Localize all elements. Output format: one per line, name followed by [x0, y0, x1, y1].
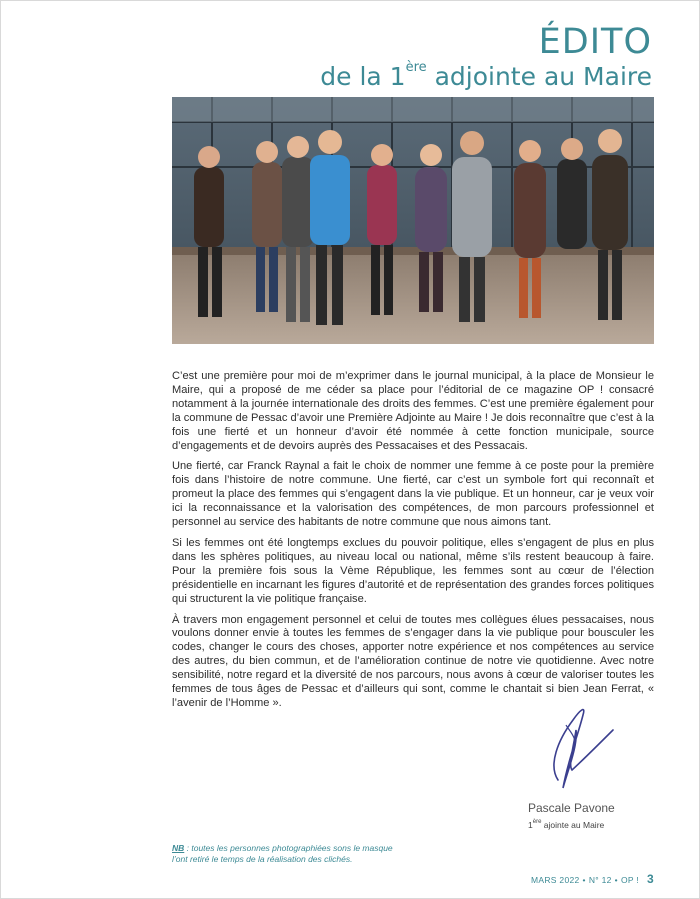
page-subtitle	[320, 62, 652, 91]
note-line-2: l’ont retiré le temps de la réalisation des clichés.	[172, 854, 353, 864]
role-text: ajointe au Maire	[541, 820, 605, 830]
role-superscript: ère	[532, 819, 542, 825]
footer-issue-number: N° 12	[588, 875, 612, 885]
paragraph-4: À travers mon engagement personnel et celui de toutes mes collègues élues pessacaises, nous voulons donner envie à toutes les femmes de s’engager dans la vie publique pour bousculer les codes, changer le cours des choses, apporter notre expérience et nos compétences au service des autres, du bien commun, et de l’amélioration continue de notre vie quotidienne. Avec notre sensibilité, notre regard et la diversité de nos parcours, nous avons à cœur de valoriser toutes les femmes de tous âges de Pessac et d’ailleurs qui sont, comme le chantait si bien Jean Ferrat, « l’avenir de l’Homme ».	[172, 613, 654, 709]
page-number: 3	[647, 872, 654, 886]
role-number: 1	[528, 820, 533, 830]
handwritten-signature	[528, 700, 618, 795]
note-line-1: : toutes les personnes photographiées sons le masque	[184, 843, 393, 853]
page-footer: MARS 2022 • N° 12 • OP ! 3	[531, 872, 654, 886]
page-title: ÉDITO	[538, 22, 652, 62]
paragraph-2: Une fierté, car Franck Raynal a fait le choix de nommer une femme à ce poste pour la première fois dans l’histoire de notre commune. Une fierté, car c’est un symbole fort qui reconnaît et promeut la place des femmes qui s’engagent dans la vie publique. Et un honneur, car je veux voir ici la reconnaissance et la valorisation des compétences, de mon parcours professionnel et personnel au service des habitants de notre commune que nous aimons tant.	[172, 460, 654, 529]
group-photo	[172, 97, 654, 344]
note-label: NB	[172, 843, 185, 853]
footer-issue-date: MARS 2022	[531, 875, 580, 885]
editorial-body	[172, 370, 654, 718]
subtitle-text-end: adjointe au Maire	[426, 62, 652, 91]
photo-note	[172, 843, 393, 865]
signatory-role	[528, 820, 604, 830]
paragraph-1: C’est une première pour moi de m’exprimer dans le journal municipal, à la place de Monsieur le Maire, qui a proposé de me céder sa place pour l’éditorial de ce magazine OP ! consacré notamment à la journée internationale des droits des femmes. C’est une première également pour la commune de Pessac d’avoir une Première Adjointe au Maire ! Je dois reconnaître que c’est à la fois une fierté et un honneur d’avoir été nommée à cette fonction municipale, source d’engagements et de devoirs auprès des Pessacaises et des Pessacais.	[172, 370, 654, 452]
signatory-name: Pascale Pavone	[528, 801, 615, 815]
subtitle-superscript: ère	[405, 60, 427, 75]
paragraph-3: Si les femmes ont été longtemps exclues du pouvoir politique, elles s’engagent de plus en plus dans les sphères politiques, au niveau local ou national, même s’ils restent beaucoup à faire. Pour la première fois sous la Vème République, les femmes sont au cœur de l’élection présidentielle en incarnant les figures d’autorité et de représentation des grandes forces politiques qui structurent la vie politique française.	[172, 536, 654, 605]
subtitle-text: de la 1	[320, 62, 406, 91]
footer-magazine-name: OP !	[620, 875, 640, 885]
